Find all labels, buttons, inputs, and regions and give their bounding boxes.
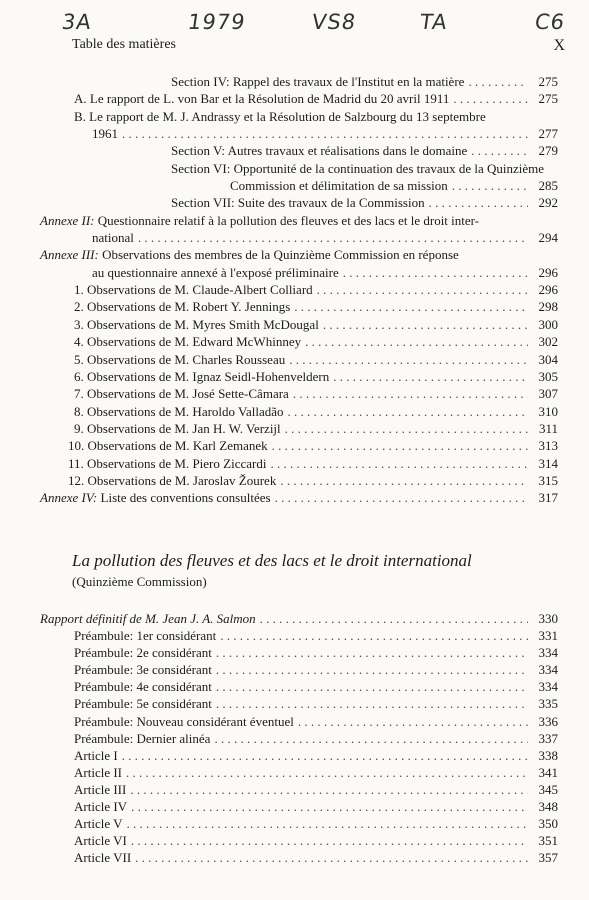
toc-entry: Article II . . . 341 — [40, 764, 558, 781]
toc-entry: Article III . . . 345 — [40, 781, 558, 798]
toc-entry: Annexe II: Questionnaire relatif à la pollution des fleuves et des lacs et le droit inter- — [40, 212, 480, 228]
toc-entry: Article V . . . 350 — [40, 815, 558, 832]
toc-entry: Article IV . . . 348 — [40, 798, 558, 815]
handwritten-note-5: C6 — [533, 10, 567, 34]
toc-entry: Rapport définitif de M. Jean J. A. Salmon . . . 330 — [40, 610, 558, 627]
toc-entry: 7. Observations de M. José Sette-Câmara . . . 307 — [40, 385, 558, 402]
toc-entry: Préambule: Dernier alinéa . . . 337 — [40, 730, 558, 747]
running-header — [72, 37, 565, 55]
toc-entry: Préambule: 5e considérant . . . 335 — [40, 695, 558, 712]
toc-entry: 9. Observations de M. Jan H. W. Verzijl . . . 311 — [40, 420, 558, 437]
toc-entry: 8. Observations de M. Haroldo Valladão . . . 310 — [40, 403, 558, 420]
toc-entry: Préambule: Nouveau considérant éventuel . . . 336 — [40, 713, 558, 730]
toc-entry: Section VI: Opportunité de la continuation des travaux de la Quinzième — [171, 160, 545, 176]
toc-entry: 12. Observations de M. Jaroslav Žourek . . . 315 — [40, 472, 558, 489]
toc-entry: 1961 . . . 277 — [40, 125, 558, 142]
toc-entry: Article VI . . . 351 — [40, 832, 558, 849]
handwritten-note-4: TA — [418, 10, 450, 34]
handwritten-note-3: VS8 — [310, 10, 358, 34]
toc-entry: 10. Observations de M. Karl Zemanek . . . 313 — [40, 437, 558, 454]
handwritten-annotations — [0, 6, 589, 40]
toc-entry: B. Le rapport de M. J. Andrassy et la Résolution de Salzbourg du 13 septembre — [74, 108, 486, 124]
annex-label: Annexe II: — [40, 212, 95, 228]
toc-entry: national . . . 294 — [40, 229, 558, 246]
toc-entry: Préambule: 3e considérant . . . 334 — [40, 661, 558, 678]
toc-entry: Section V: Autres travaux et réalisations dans le domaine . . . 279 — [40, 142, 558, 159]
section-subtitle: (Quinzième Commission) — [72, 574, 207, 589]
toc-entry: 6. Observations de M. Ignaz Seidl-Hohenveldern . . . 305 — [40, 368, 558, 385]
toc-entry: Préambule: 2e considérant . . . 334 — [40, 644, 558, 661]
toc-entry: 4. Observations de M. Edward McWhinney . . . 302 — [40, 333, 558, 350]
toc-entry: Préambule: 4e considérant . . . 334 — [40, 678, 558, 695]
toc-entry: Article VII . . . 357 — [40, 849, 558, 866]
toc-entry: Annexe IV: Liste des conventions consultées . . . 317 — [40, 489, 558, 506]
annex-label: Annexe III: — [40, 247, 99, 263]
toc-entry: Commission et délimitation de sa mission . . . 285 — [40, 177, 558, 194]
toc-entry: 2. Observations de M. Robert Y. Jennings . . . 298 — [40, 298, 558, 315]
toc-entry: Section IV: Rappel des travaux de l'Institut en la matière . . . 275 — [40, 73, 558, 90]
running-header-page: X — [553, 37, 565, 54]
handwritten-note-1: 3A — [60, 10, 94, 34]
toc-entry: Article I . . . 338 — [40, 747, 558, 764]
annex-label: Annexe IV: — [40, 490, 98, 506]
toc-entry: 11. Observations de M. Piero Ziccardi . . . 314 — [40, 455, 558, 472]
running-header-title: Table des matières — [72, 37, 176, 52]
toc-first-section — [40, 73, 558, 507]
toc-entry: 3. Observations de M. Myres Smith McDougal . . . 300 — [40, 316, 558, 333]
section-title: La pollution des fleuves et des lacs et le droit international — [72, 551, 472, 570]
toc-entry: A. Le rapport de L. von Bar et la Résolution de Madrid du 20 avril 1911 . . . 275 — [40, 90, 558, 107]
toc-entry: Section VII: Suite des travaux de la Commission . . . 292 — [40, 194, 558, 211]
handwritten-note-2: 1979 — [186, 10, 248, 34]
toc-entry: Préambule: 1er considérant . . . 331 — [40, 627, 558, 644]
toc-entry: au questionnaire annexé à l'exposé préliminaire . . . 296 — [40, 264, 558, 281]
toc-entry: 1. Observations de M. Claude-Albert Colliard . . . 296 — [40, 281, 558, 298]
toc-second-section — [40, 610, 558, 866]
toc-entry: Annexe III: Observations des membres de la Quinzième Commission en réponse — [40, 247, 459, 263]
toc-entry: 5. Observations de M. Charles Rousseau . . . 304 — [40, 351, 558, 368]
